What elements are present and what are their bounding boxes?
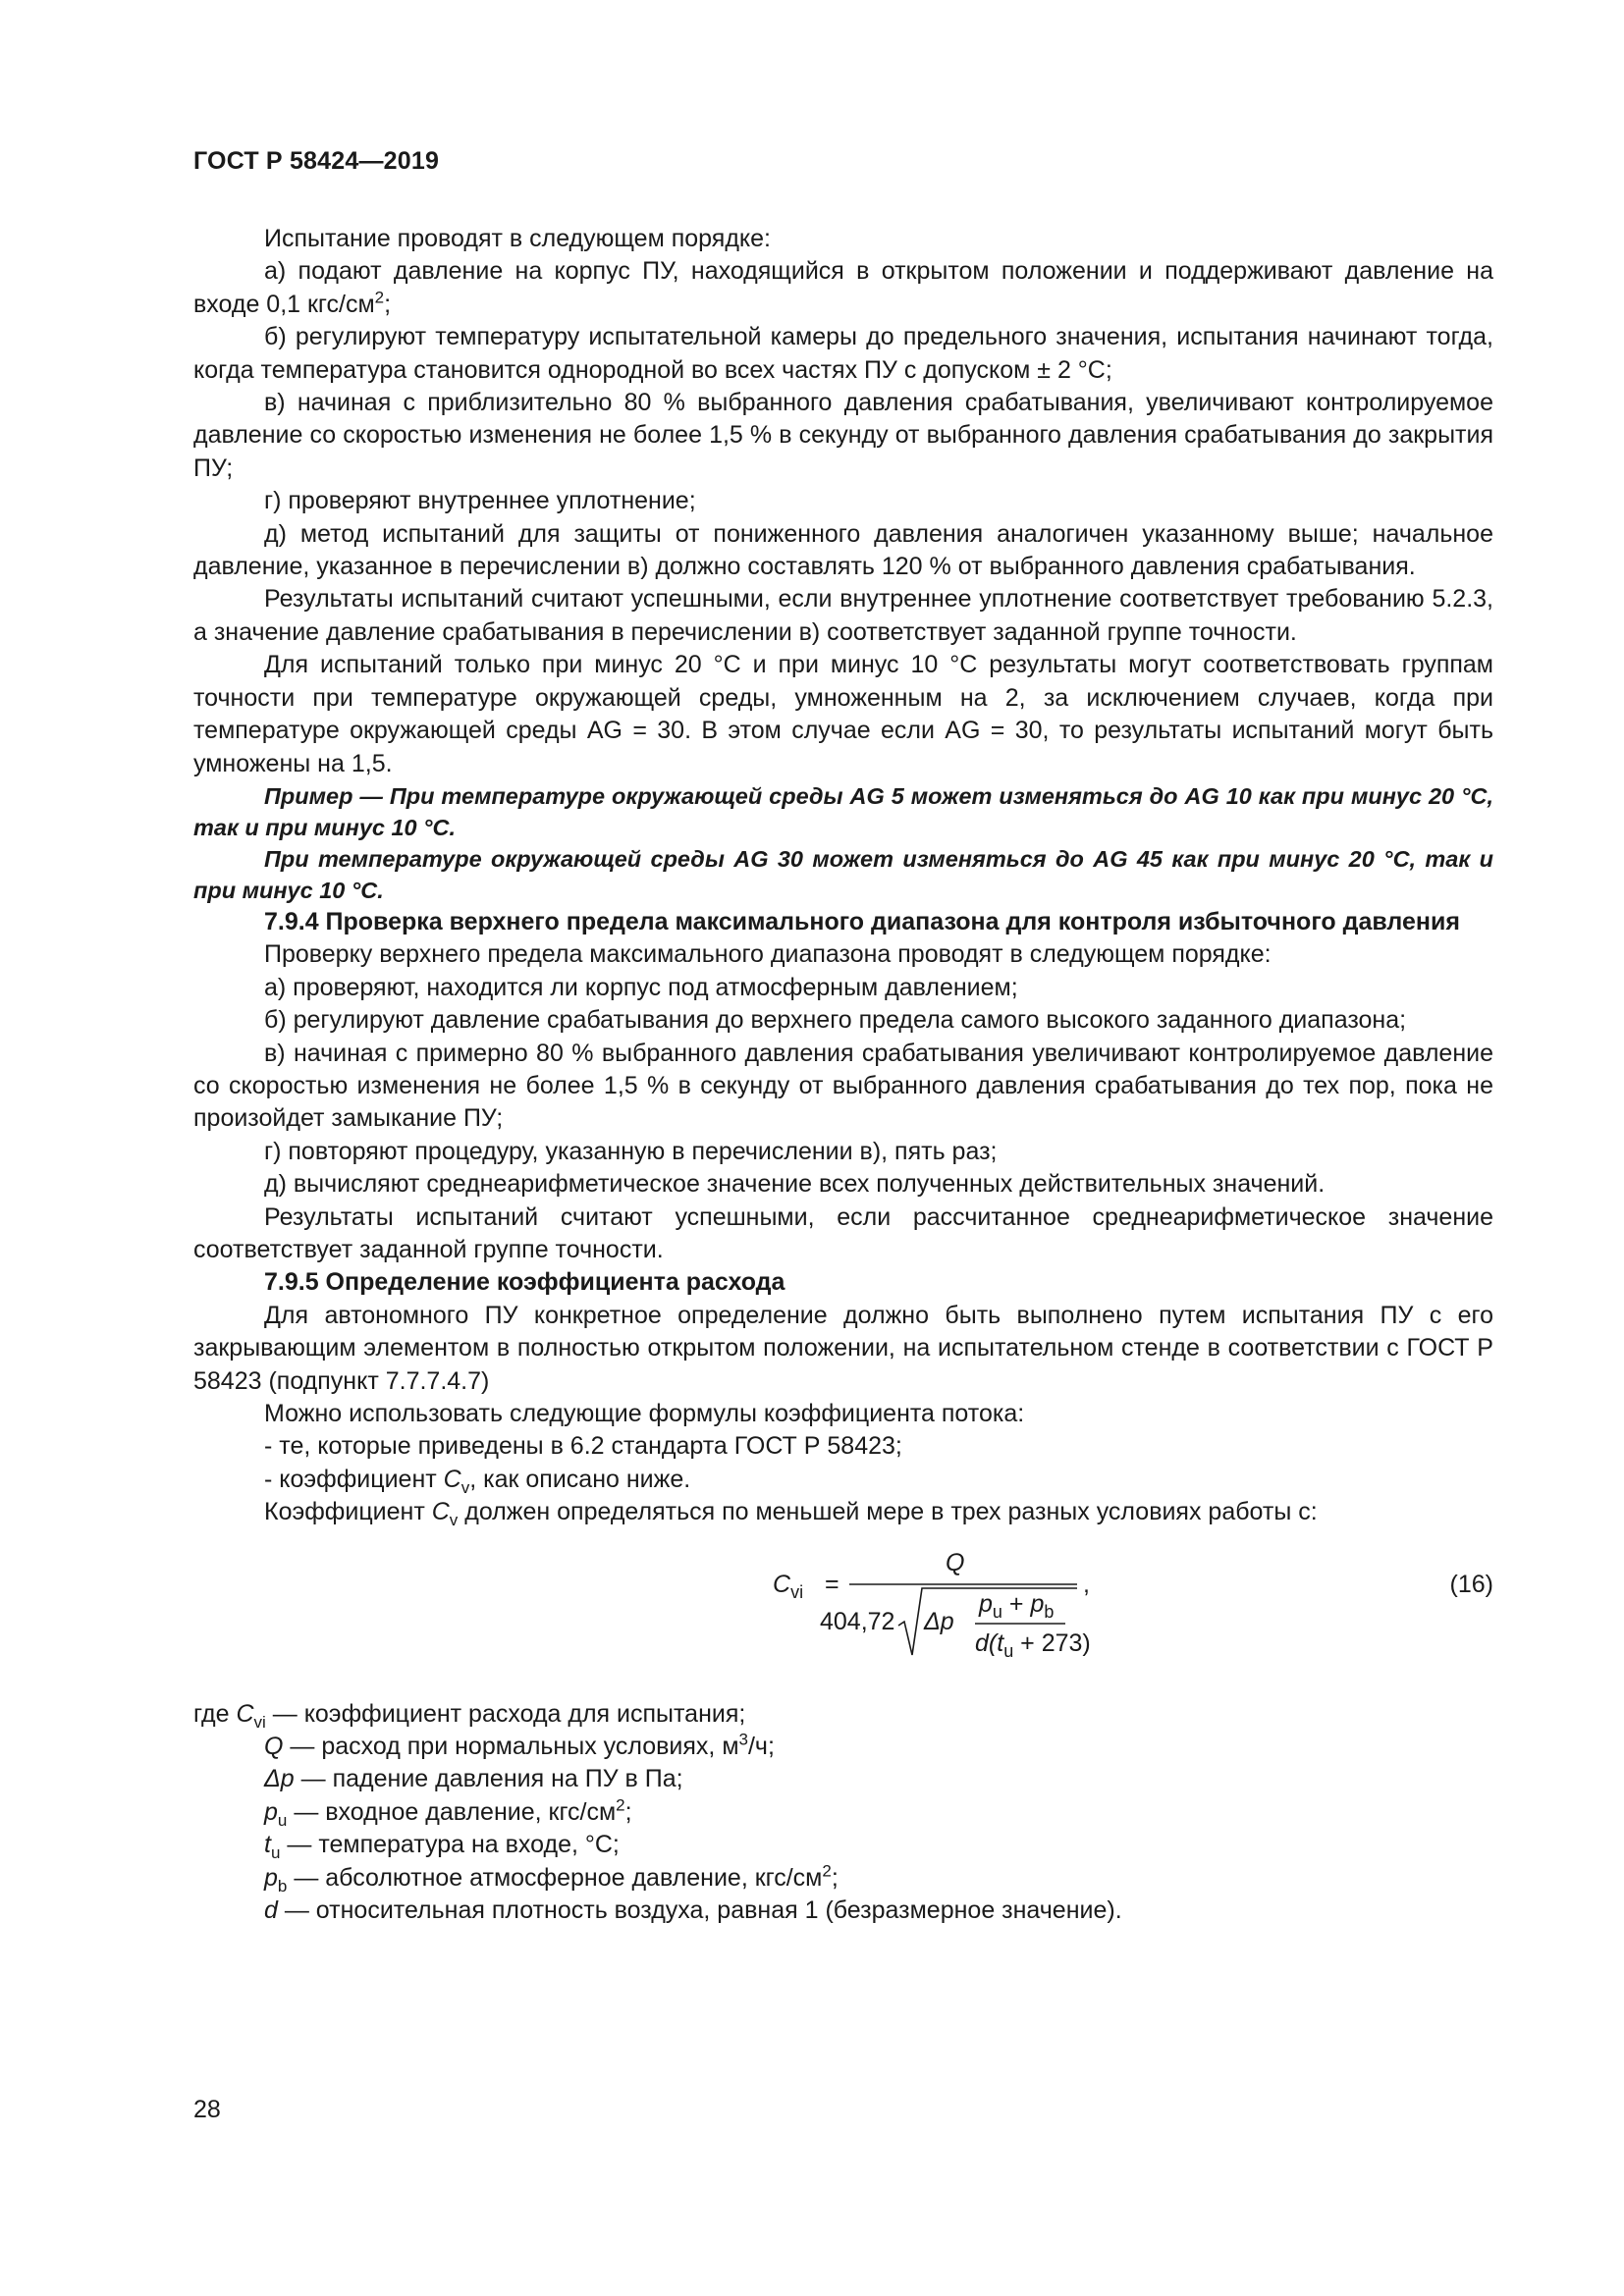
procedure-item-b: б) регулируют температуру испытательной камеры до предельного значения, испытания начинают тогда, когда температура становится однородной во всех частях ПУ с допуском ± 2 °С; — [193, 323, 1493, 384]
procedure-item-g: г) проверяют внутреннее уплотнение; — [264, 487, 696, 515]
s795-list-item-1: - те, которые приведены в 6.2 стандарта ГОСТ Р 58423; — [264, 1432, 902, 1461]
definition-pb: $p_b$ — абсолютное атмосферное давление, кгс/$см^2$; — [264, 1861, 839, 1896]
formula-equals: = — [825, 1570, 839, 1598]
definition-d: d — относительная плотность воздуха, равная 1 (безразмерное значение). — [264, 1896, 1122, 1925]
document-body — [193, 223, 1493, 1927]
page-number: 28 — [193, 2096, 221, 2123]
definition-delta-p: Δp — падение давления на ПУ в Па; — [264, 1765, 683, 1793]
s794-item-a: а) проверяют, находится ли корпус под атмосферным давлением; — [264, 973, 1018, 1001]
procedure-item-v: в) начиная с приблизительно 80 % выбранного давления срабатывания, увеличивают контролируемое давление со скоростью изменения не более 1,5 % в секунду от выбранного давления срабатывания до закрытия ПУ; — [193, 389, 1493, 482]
section-7-9-5-title: 7.9.5 Определение коэффициента расхода — [264, 1268, 785, 1297]
document-header: ГОСТ Р 58424—2019 — [193, 147, 440, 175]
s795-paragraph-3: Коэффициент $C_v$ должен определяться по меньшей мере в трех разных условиях работы с: — [264, 1498, 1318, 1530]
formula-delta-p: Δp — [924, 1607, 954, 1635]
formula-lhs: $C_{vi}$ — [773, 1570, 804, 1602]
definition-tu: $t_u$ — температура на входе, °С; — [264, 1831, 620, 1863]
formula-inner-numerator: $p_u + p_b$ — [979, 1589, 1055, 1622]
formula-numerator: Q — [946, 1548, 965, 1576]
formula-svg — [193, 1543, 1493, 1681]
procedure-intro: Испытание проводят в следующем порядке: — [264, 225, 771, 252]
s794-results: Результаты испытаний считают успешными, если рассчитанное среднеарифметическое значение соответствует заданной группе точности. — [193, 1202, 1493, 1263]
s794-item-v: в) начиная с примерно 80 % выбранного давления срабатывания увеличивают контролируемое давление со скоростью изменения не более 1,5 % в секунду от выбранного давления срабатывания до тех пор, пока не произойдет замыкание ПУ; — [193, 1039, 1493, 1133]
example-line-2: При температуре окружающей среды AG 30 может изменяться до AG 45 как при минус 20 °С, так и при минус 10 °С. — [193, 845, 1493, 903]
definition-q: Q — расход при нормальных условиях, $м^3/ч$; — [264, 1730, 775, 1761]
s794-item-b: б) регулируют давление срабатывания до верхнего предела самого высокого заданного диапазона; — [264, 1006, 1407, 1035]
s794-item-d: д) вычисляют среднеарифметическое значение всех полученных действительных значений. — [264, 1170, 1326, 1199]
s795-list-item-2: - коэффициент $C_v$, как описано ниже. — [264, 1465, 691, 1497]
formula-coefficient: 404,72 — [820, 1607, 895, 1635]
definition-pu: $p_u$ — входное давление, кгс/$см^2$; — [264, 1795, 632, 1830]
s794-intro: Проверку верхнего предела максимального диапазона проводят в следующем порядке: — [264, 940, 1272, 969]
procedure-results: Результаты испытаний считают успешными, если внутреннее уплотнение соответствует требованию 5.2.3, а значение давление срабатывания в перечислении в) соответствует заданной группе точности. — [193, 585, 1493, 646]
formula-inner-denominator: $d(t_u + 273)$ — [975, 1629, 1091, 1661]
procedure-minus-temperatures: Для испытаний только при минус 20 °С и при минус 10 °С результаты могут соответствовать группам точности при температуре окружающей среды, умноженным на 2, за исключением случаев, когда при температуре окружающей среды AG = 30. В этом случае если AG = 30, то результаты испытаний могут быть умножены на 1,5. — [193, 651, 1493, 777]
s795-paragraph-2: Можно использовать следующие формулы коэффициента потока: — [264, 1400, 1025, 1427]
s795-paragraph-1: Для автономного ПУ конкретное определение должно быть выполнено путем испытания ПУ с его закрывающим элементом в полностью открытом положении, на испытательном стенде в соответствии с ГОСТ Р 58423 (подпункт 7.7.7.4.7) — [193, 1301, 1493, 1395]
example-line-1: Пример — При температуре окружающей среды AG 5 может изменяться до AG 10 как при минус 20 °С, так и при минус 10 °С. — [193, 782, 1493, 840]
formula-number: (16) — [1449, 1570, 1493, 1598]
definition-cvi: где $C_{vi}$ — коэффициент расхода для испытания; — [193, 1699, 746, 1732]
formula-comma: , — [1083, 1570, 1090, 1598]
procedure-item-d: д) метод испытаний для защиты от пониженного давления аналогичен указанному выше; начальное давление, указанное в перечислении в) должно составлять 120 % от выбранного давления срабатывания. — [193, 519, 1493, 581]
s794-item-g: г) повторяют процедуру, указанную в перечислении в), пять раз; — [264, 1137, 998, 1165]
section-7-9-4-title: 7.9.4 Проверка верхнего предела максимального диапазона для контроля избыточного давления — [264, 907, 1460, 935]
formula-definitions — [193, 1698, 1493, 1928]
procedure-item-a: а) подают давление на корпус ПУ, находящийся в открытом положении и поддерживают давление на входе 0,1 кгс/$см^2$; — [193, 257, 1493, 318]
formula-16 — [193, 1543, 1493, 1681]
